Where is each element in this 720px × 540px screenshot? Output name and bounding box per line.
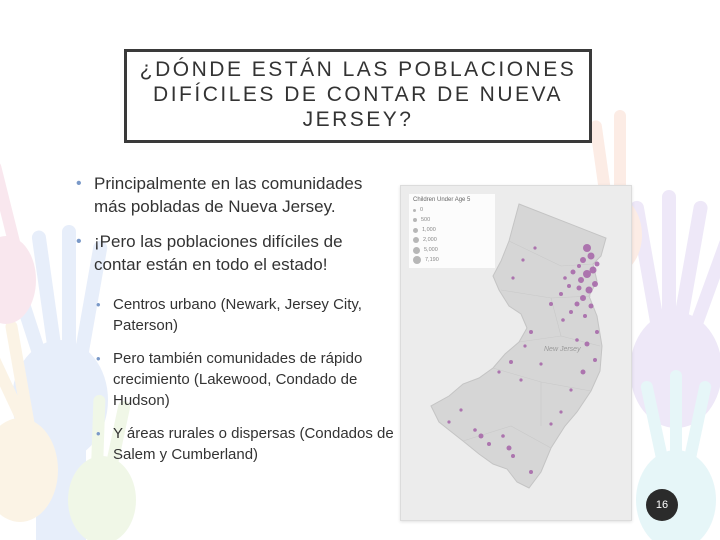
sub-bullet-1: • Centros urbano (Newark, Jersey City, Paterson) bbox=[94, 294, 394, 336]
bullet-1: • Principalmente en las comunidades más pobladas de Nueva Jersey. bbox=[74, 172, 394, 218]
title-box bbox=[124, 49, 592, 143]
legend-item bbox=[413, 235, 491, 245]
slide-title: ¿DÓNDE ESTÁN LAS POBLACIONES DIFÍCILES DE CONTAR DE NUEVA JERSEY? bbox=[139, 57, 577, 131]
legend-item bbox=[413, 255, 491, 265]
legend-label: 7,190 bbox=[425, 257, 439, 263]
sub-bullet-3: • Y áreas rurales o dispersas (Condados de Salem y Cumberland) bbox=[94, 423, 394, 465]
legend-dot bbox=[413, 256, 421, 264]
legend-dot bbox=[413, 247, 420, 254]
bullet-2: • ¡Pero las poblaciones difíciles de contar están en todo el estado! bbox=[74, 230, 394, 276]
legend-label: 5,000 bbox=[424, 247, 438, 253]
legend-dot bbox=[413, 218, 417, 222]
map-legend bbox=[409, 194, 495, 268]
legend-label: 0 bbox=[420, 207, 424, 213]
page-number-badge: 16 bbox=[646, 489, 678, 521]
legend-item bbox=[413, 225, 491, 235]
legend-item bbox=[413, 245, 491, 255]
legend-dot bbox=[413, 209, 416, 212]
legend-label: 2,000 bbox=[423, 237, 437, 243]
new-jersey-map bbox=[400, 185, 632, 521]
state-label: New Jersey bbox=[544, 346, 581, 353]
legend-label: 1,000 bbox=[422, 227, 436, 233]
legend-dot bbox=[413, 237, 419, 243]
legend-dot bbox=[413, 228, 418, 233]
legend-label: 500 bbox=[421, 217, 431, 223]
bullet-list bbox=[74, 172, 394, 465]
sub-bullet-list bbox=[74, 294, 394, 465]
legend-item bbox=[413, 215, 491, 225]
legend-item bbox=[413, 205, 491, 215]
sub-bullet-2: • Pero también comunidades de rápido crecimiento (Lakewood, Condado de Hudson) bbox=[94, 348, 394, 411]
legend-title: Children Under Age 5 bbox=[413, 197, 471, 203]
